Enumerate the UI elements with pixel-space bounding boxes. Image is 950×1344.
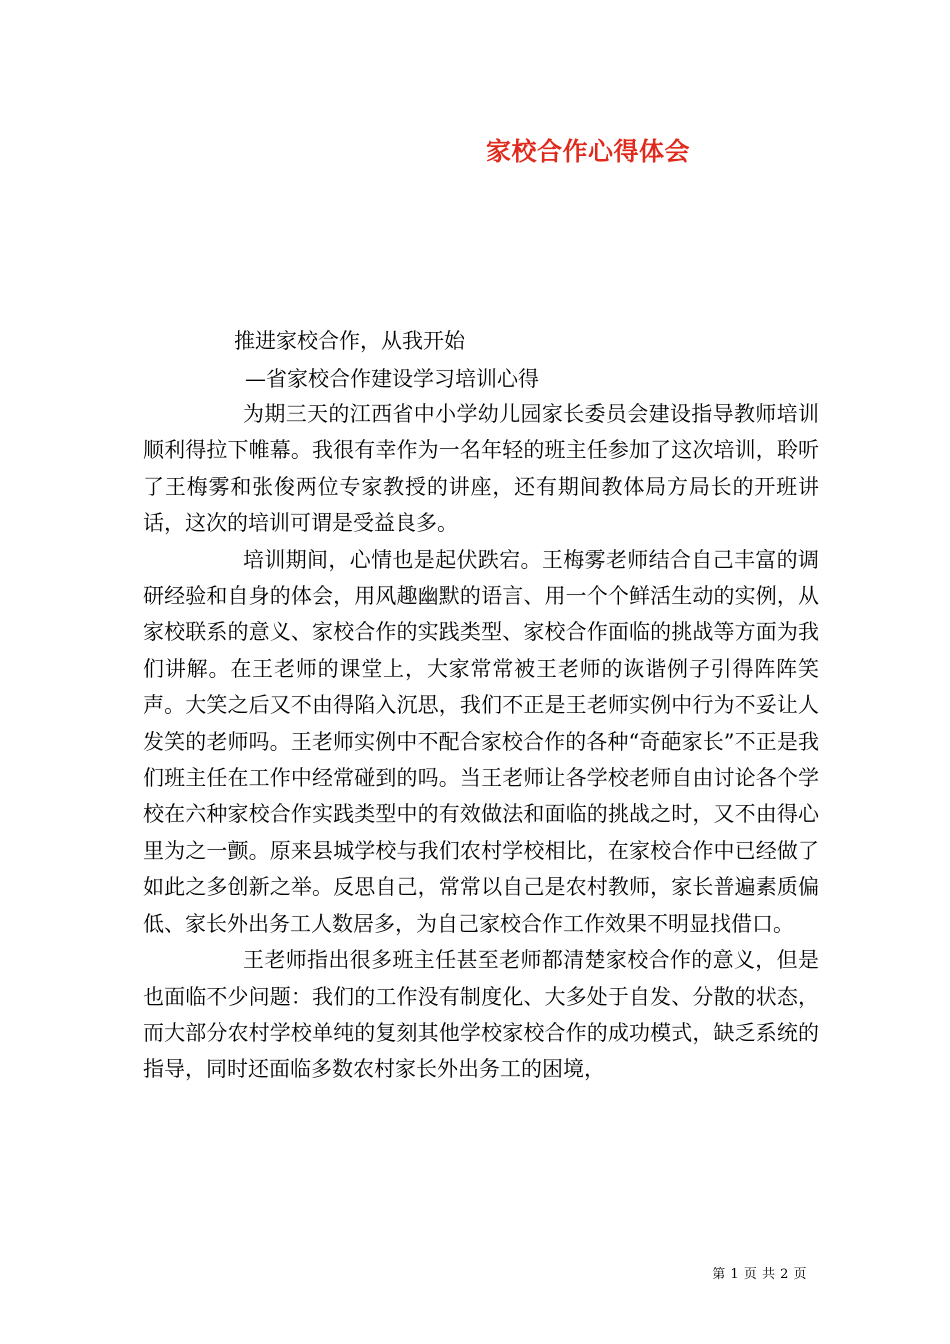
- document-title: 家校合作心得体会: [485, 137, 690, 166]
- paragraph: 培训期间，心情也是起伏跌宕。王梅雾老师结合自己丰富的调研经验和自身的体会，用风趣幽默的语言、用一个个鲜活生动的实例，从家校联系的意义、家校合作的实践类型、家校合作面临的挑战等方面为我们讲解。在王老师的课堂上，大家常常被王老师的诙谐例子引得阵阵笑声。大笑之后又不由得陷入沉思，我们不正是王老师实例中行为不妥让人发笑的老师吗。王老师实例中不配合家校合作的各种“奇葩家长”不正是我们班主任在工作中经常碰到的吗。当王老师让各学校老师自由讨论各个学校在六种家校合作实践类型中的有效做法和面临的挑战之时，又不由得心里为之一颤。原来县城学校与我们农村学校相比，在家校合作中已经做了如此之多创新之举。反思自己，常常以自己是农村教师，家长普遍素质偏低、家长外出务工人数居多，为自己家校合作工作效果不明显找借口。: [143, 547, 819, 936]
- page-number-footer: 第 1 页 共 2 页: [712, 1267, 807, 1282]
- article-subheading: —省家校合作建设学习培训心得: [245, 367, 539, 391]
- article-heading: 推进家校合作，从我开始: [234, 329, 465, 353]
- paragraph: 为期三天的江西省中小学幼儿园家长委员会建设指导教师培训顺利得拉下帷幕。我很有幸作为一名年轻的班主任参加了这次培训，聆听了王梅雾和张俊两位专家教授的讲座，还有期间教体局方局长的开班讲话，这次的培训可谓是受益良多。: [143, 402, 819, 536]
- paragraph: 王老师指出很多班主任甚至老师都清楚家校合作的意义，但是也面临不少问题：我们的工作没有制度化、大多处于自发、分散的状态，而大部分农村学校单纯的复刻其他学校家校合作的成功模式，缺乏系统的指导，同时还面临多数农村家长外出务工的困境，: [143, 948, 819, 1082]
- article-body: [143, 396, 819, 1088]
